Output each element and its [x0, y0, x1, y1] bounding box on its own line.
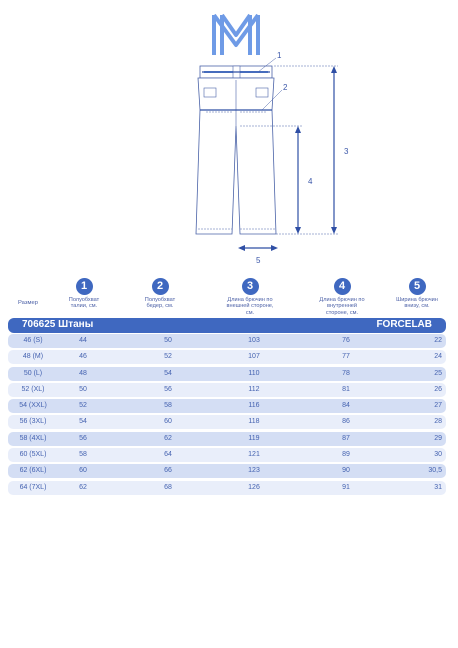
sketch-label-5: 5 — [256, 256, 261, 265]
table-row — [8, 464, 446, 478]
measure-cell-2: 60 — [164, 418, 172, 426]
measure-cell-2: 50 — [164, 337, 172, 344]
measure-cell-1: 44 — [79, 337, 87, 344]
measure-cell-3: 123 — [248, 467, 260, 475]
table-row — [8, 383, 446, 397]
size-table — [8, 334, 446, 497]
measure-cell-5: 27 — [434, 402, 442, 410]
measure-cell-3: 110 — [248, 369, 260, 377]
table-row — [8, 481, 446, 495]
column-number-badge: 2 — [152, 278, 169, 295]
size-cell: 56 (3XL) — [19, 418, 47, 426]
measure-cell-3: 107 — [248, 353, 260, 361]
sketch-label-4: 4 — [308, 177, 313, 186]
measure-cell-1: 50 — [79, 385, 87, 393]
sketch-label-1: 1 — [277, 51, 282, 60]
table-row — [8, 399, 446, 413]
measure-cell-1: 58 — [79, 451, 87, 459]
size-cell: 62 (6XL) — [19, 467, 47, 475]
column-label: Полуобхват бедер, см. — [144, 297, 176, 310]
table-header — [0, 278, 458, 318]
size-cell: 54 (XXL) — [19, 402, 47, 410]
column-header-2 — [138, 278, 182, 310]
measure-cell-2: 58 — [164, 402, 172, 410]
measure-cell-4: 76 — [342, 337, 350, 344]
table-row — [8, 448, 446, 462]
column-number-badge: 3 — [242, 278, 259, 295]
measure-cell-5: 25 — [434, 369, 442, 377]
measure-cell-5: 28 — [434, 418, 442, 426]
measure-cell-4: 91 — [342, 483, 350, 491]
column-header-4 — [316, 278, 368, 316]
column-number-badge: 5 — [409, 278, 426, 295]
table-row — [8, 432, 446, 446]
measure-cell-2: 68 — [164, 483, 172, 491]
size-cell: 58 (4XL) — [19, 434, 47, 442]
measure-cell-4: 77 — [342, 353, 350, 361]
table-row — [8, 334, 446, 348]
measure-cell-3: 119 — [248, 434, 260, 442]
size-cell: 50 (L) — [23, 369, 43, 377]
size-cell: 52 (XL) — [21, 385, 45, 393]
pants-sketch — [0, 0, 458, 270]
measure-cell-1: 54 — [79, 418, 87, 426]
measure-cell-3: 121 — [248, 451, 260, 459]
size-cell: 60 (5XL) — [19, 451, 47, 459]
column-header-1 — [62, 278, 106, 310]
size-column-header: Размер — [18, 300, 38, 306]
article-title: 706625 Штаны — [22, 319, 94, 330]
table-row — [8, 367, 446, 381]
brand-name: FORCELAB — [376, 319, 432, 330]
measure-cell-2: 64 — [164, 451, 172, 459]
measure-cell-2: 56 — [164, 385, 172, 393]
size-cell: 46 (S) — [23, 337, 43, 344]
table-row — [8, 350, 446, 364]
sketch-label-3: 3 — [344, 147, 349, 156]
sketch-label-2: 2 — [283, 83, 288, 92]
measure-cell-1: 52 — [79, 402, 87, 410]
measure-cell-3: 118 — [248, 418, 260, 426]
size-cell: 64 (7XL) — [19, 483, 47, 491]
measure-cell-4: 86 — [342, 418, 350, 426]
measure-cell-1: 46 — [79, 353, 87, 361]
column-number-badge: 1 — [76, 278, 93, 295]
measure-cell-5: 24 — [434, 353, 442, 361]
column-label: Полуобхват талии, см. — [68, 297, 100, 310]
measure-cell-4: 87 — [342, 434, 350, 442]
measure-cell-2: 54 — [164, 369, 172, 377]
measure-cell-4: 90 — [342, 467, 350, 475]
measure-cell-1: 60 — [79, 467, 87, 475]
measure-cell-2: 52 — [164, 353, 172, 361]
measure-cell-1: 56 — [79, 434, 87, 442]
column-number-badge: 4 — [334, 278, 351, 295]
measure-cell-3: 103 — [248, 337, 260, 344]
measure-cell-5: 30 — [434, 451, 442, 459]
column-label: Длина брючин по внутренней стороне, см. — [319, 297, 365, 316]
measure-cell-5: 31 — [434, 483, 442, 491]
measure-cell-2: 66 — [164, 467, 172, 475]
measure-cell-4: 81 — [342, 385, 350, 393]
measure-cell-4: 84 — [342, 402, 350, 410]
measure-cell-4: 78 — [342, 369, 350, 377]
measure-cell-5: 22 — [434, 337, 442, 344]
column-header-5 — [390, 278, 444, 310]
measure-cell-1: 48 — [79, 369, 87, 377]
column-label: Длина брючин по внешней стороне, см. — [226, 297, 274, 316]
measure-cell-1: 62 — [79, 483, 87, 491]
product-banner — [8, 318, 446, 333]
measure-cell-5: 26 — [434, 385, 442, 393]
measure-cell-2: 62 — [164, 434, 172, 442]
measure-cell-5: 30,5 — [428, 467, 442, 475]
measure-cell-3: 126 — [248, 483, 260, 491]
measure-cell-3: 116 — [248, 402, 260, 410]
table-row — [8, 415, 446, 429]
measure-cell-3: 112 — [248, 385, 260, 393]
size-cell: 48 (M) — [22, 353, 44, 361]
measure-cell-4: 89 — [342, 451, 350, 459]
column-label: Ширина брючин внизу, см. — [396, 297, 438, 310]
measure-cell-5: 29 — [434, 434, 442, 442]
column-header-3 — [224, 278, 276, 316]
